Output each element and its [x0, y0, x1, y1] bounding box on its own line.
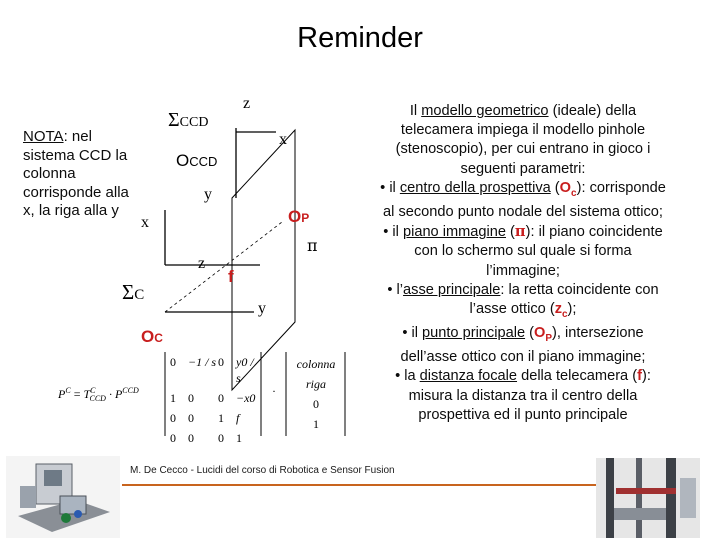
- slide-title: Reminder: [297, 22, 423, 54]
- pixel-vector: colonna riga 0 1: [296, 357, 336, 431]
- x-top-label: x: [279, 131, 287, 148]
- y-bottom-label: y: [258, 300, 266, 317]
- o-ccd-label: OCCD: [176, 151, 218, 170]
- matrix-cells: 0 −1 / s 0 y0 / s 1 0 0 −x0 0 0 1 f 0 0 0 1: [170, 355, 256, 445]
- op-label: OP: [288, 207, 310, 226]
- sigma-c-label: ΣC: [122, 280, 145, 304]
- robot-image: [6, 456, 120, 538]
- equation-lhs: $P^C = T^C_{CCD} \cdot P^{CCD}$: [58, 386, 139, 404]
- matrix-dot: ·: [272, 384, 276, 398]
- transform-equation: [58, 348, 358, 445]
- model-description: Il modello geometrico (ideale) della telecamera impiega il modello pinhole (stenoscopio), per cui entrano in gioco i seguenti parametri: • il centro della prospettiva $(O_c)$: corrisponde al secondo punto nodale del sistema ottico; • il piano immagine (π): il piano coincidente con lo schermo sul quale si forma l’immagine; • l’asse principale: la retta coincidente con l’asse ottico $(z_c)$; • il punto principale $(O_P)$, intersezione dell’asse ottico con il piano immagine; • la distanza focale della telecamera (f): misura la distanza tra il centro della prospettiva ed il punto principale: [380, 103, 666, 423]
- footer-rule: [122, 484, 610, 486]
- z-top-label: z: [243, 95, 251, 112]
- y-mid-label: y: [204, 186, 212, 203]
- oc-label: OC: [141, 327, 163, 346]
- footer-credit: M. De Cecco - Lucidi del corso di Robotica e Sensor Fusion: [130, 465, 395, 476]
- f-label: f: [228, 267, 234, 286]
- machine-image: [596, 458, 700, 538]
- optical-axis: [165, 222, 282, 312]
- nota-label: NOTA: [23, 128, 64, 145]
- sigma-ccd-label: ΣCCD: [168, 109, 209, 131]
- pi-label: π: [307, 236, 318, 255]
- x-left-label: x: [141, 214, 149, 231]
- note-body: : nel sistema CCD la colonna corrisponde alla x, la riga alla y: [23, 128, 129, 220]
- z-mid-label: z: [198, 255, 206, 272]
